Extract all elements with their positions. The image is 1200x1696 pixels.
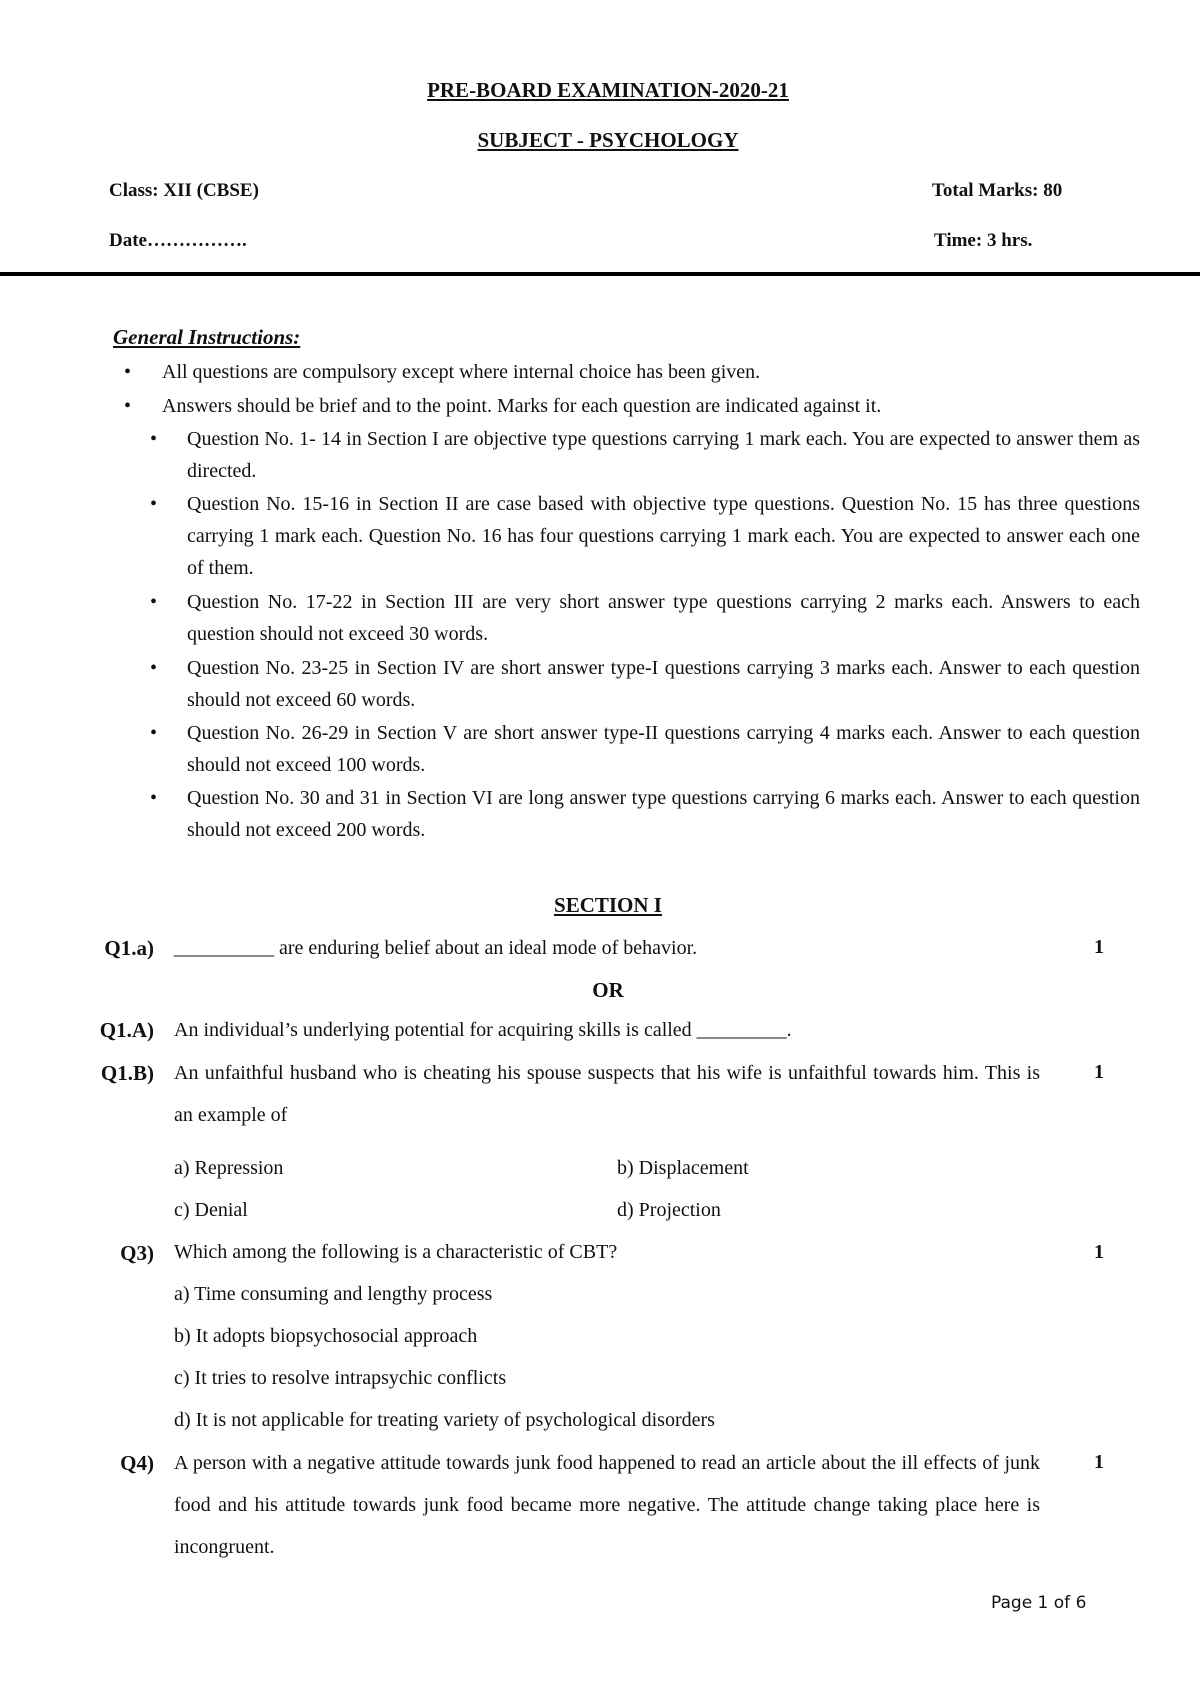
q1a-marks: 1 <box>1094 936 1104 958</box>
bullet-icon: • <box>150 493 158 515</box>
bullet-icon: • <box>124 395 132 417</box>
q1B-option-d: d) Projection <box>617 1199 721 1221</box>
q3-text: Which among the following is a characteristic of CBT? <box>174 1241 618 1263</box>
q1A-text: An individual’s underlying potential for acquiring skills is called _________. <box>174 1019 792 1041</box>
total-marks: Total Marks: 80 <box>932 180 1063 201</box>
q1A-label: Q1.A) <box>99 1018 154 1042</box>
instruction-item: Question No. 23-25 in Section IV are short answer type-I questions carrying 3 marks each. Answer to each question should not exceed 60 words. <box>187 657 1140 711</box>
page-number: Page 1 of 6 <box>991 1593 1087 1613</box>
bullet-icon: • <box>150 428 158 450</box>
q1B-option-c: c) Denial <box>174 1199 248 1221</box>
or-label: OR <box>592 978 624 1002</box>
instructions-heading: General Instructions: <box>113 325 301 349</box>
q1B-option-b: b) Displacement <box>617 1157 749 1179</box>
section-title: SECTION I <box>554 893 662 917</box>
q3-option-c: c) It tries to resolve intrapsychic conflicts <box>174 1367 507 1389</box>
q3-label: Q3) <box>120 1241 154 1265</box>
q1B-marks: 1 <box>1094 1061 1104 1083</box>
instruction-item: Question No. 15-16 in Section II are case based with objective type questions. Question No. 15 has three questions carrying 1 mark each. Question No. 16 has four questions carrying 1 mark each. You are expected to answer each one of them. <box>187 493 1140 579</box>
instruction-item: All questions are compulsory except where internal choice has been given. <box>162 361 761 383</box>
date-label: Date……………. <box>109 230 247 251</box>
bullet-icon: • <box>150 787 158 809</box>
q4-marks: 1 <box>1094 1451 1104 1473</box>
exam-title: PRE-BOARD EXAMINATION-2020-21 <box>427 78 789 102</box>
bullet-icon: • <box>124 361 132 383</box>
q1B-text: An unfaithful husband who is cheating his spouse suspects that his wife is unfaithful towards him. This is an example of <box>174 1062 1040 1126</box>
time-label: Time: 3 hrs. <box>934 230 1033 251</box>
q1B-label: Q1.B) <box>100 1061 154 1085</box>
q3-option-b: b) It adopts biopsychosocial approach <box>174 1325 478 1347</box>
q1a-text: __________ are enduring belief about an ideal mode of behavior. <box>174 937 698 959</box>
bullet-icon: • <box>150 722 158 744</box>
instruction-item: Question No. 1- 14 in Section I are objective type questions carrying 1 mark each. You are expected to answer them as directed. <box>187 428 1140 482</box>
instruction-item: Answers should be brief and to the point. Marks for each question are indicated against it. <box>162 395 882 417</box>
q1a-label: Q1.a) <box>104 936 154 960</box>
q3-option-a: a) Time consuming and lengthy process <box>174 1283 493 1305</box>
q3-option-d: d) It is not applicable for treating variety of psychological disorders <box>174 1409 715 1431</box>
bullet-icon: • <box>150 591 158 613</box>
q4-text: A person with a negative attitude towards junk food happened to read an article about the ill effects of junk food and his attitude towards junk food became more negative. The attitude change taking place here is incongruent. <box>174 1452 1040 1558</box>
q3-marks: 1 <box>1094 1241 1104 1263</box>
instruction-item: Question No. 17-22 in Section III are very short answer type questions carrying 2 marks each. Answers to each question should not exceed 30 words. <box>187 591 1140 645</box>
header-divider <box>0 272 1200 276</box>
instruction-item: Question No. 26-29 in Section V are short answer type-II questions carrying 4 marks each. Answer to each question should not exceed 100 words. <box>187 722 1140 776</box>
q4-label: Q4) <box>120 1451 154 1475</box>
subject-title: SUBJECT - PSYCHOLOGY <box>477 128 739 152</box>
bullet-icon: • <box>150 657 158 679</box>
instruction-item: Question No. 30 and 31 in Section VI are long answer type questions carrying 6 marks each. Answer to each question should not exceed 200 words. <box>187 787 1140 841</box>
class-label: Class: XII (CBSE) <box>109 180 259 201</box>
q1B-option-a: a) Repression <box>174 1157 284 1179</box>
